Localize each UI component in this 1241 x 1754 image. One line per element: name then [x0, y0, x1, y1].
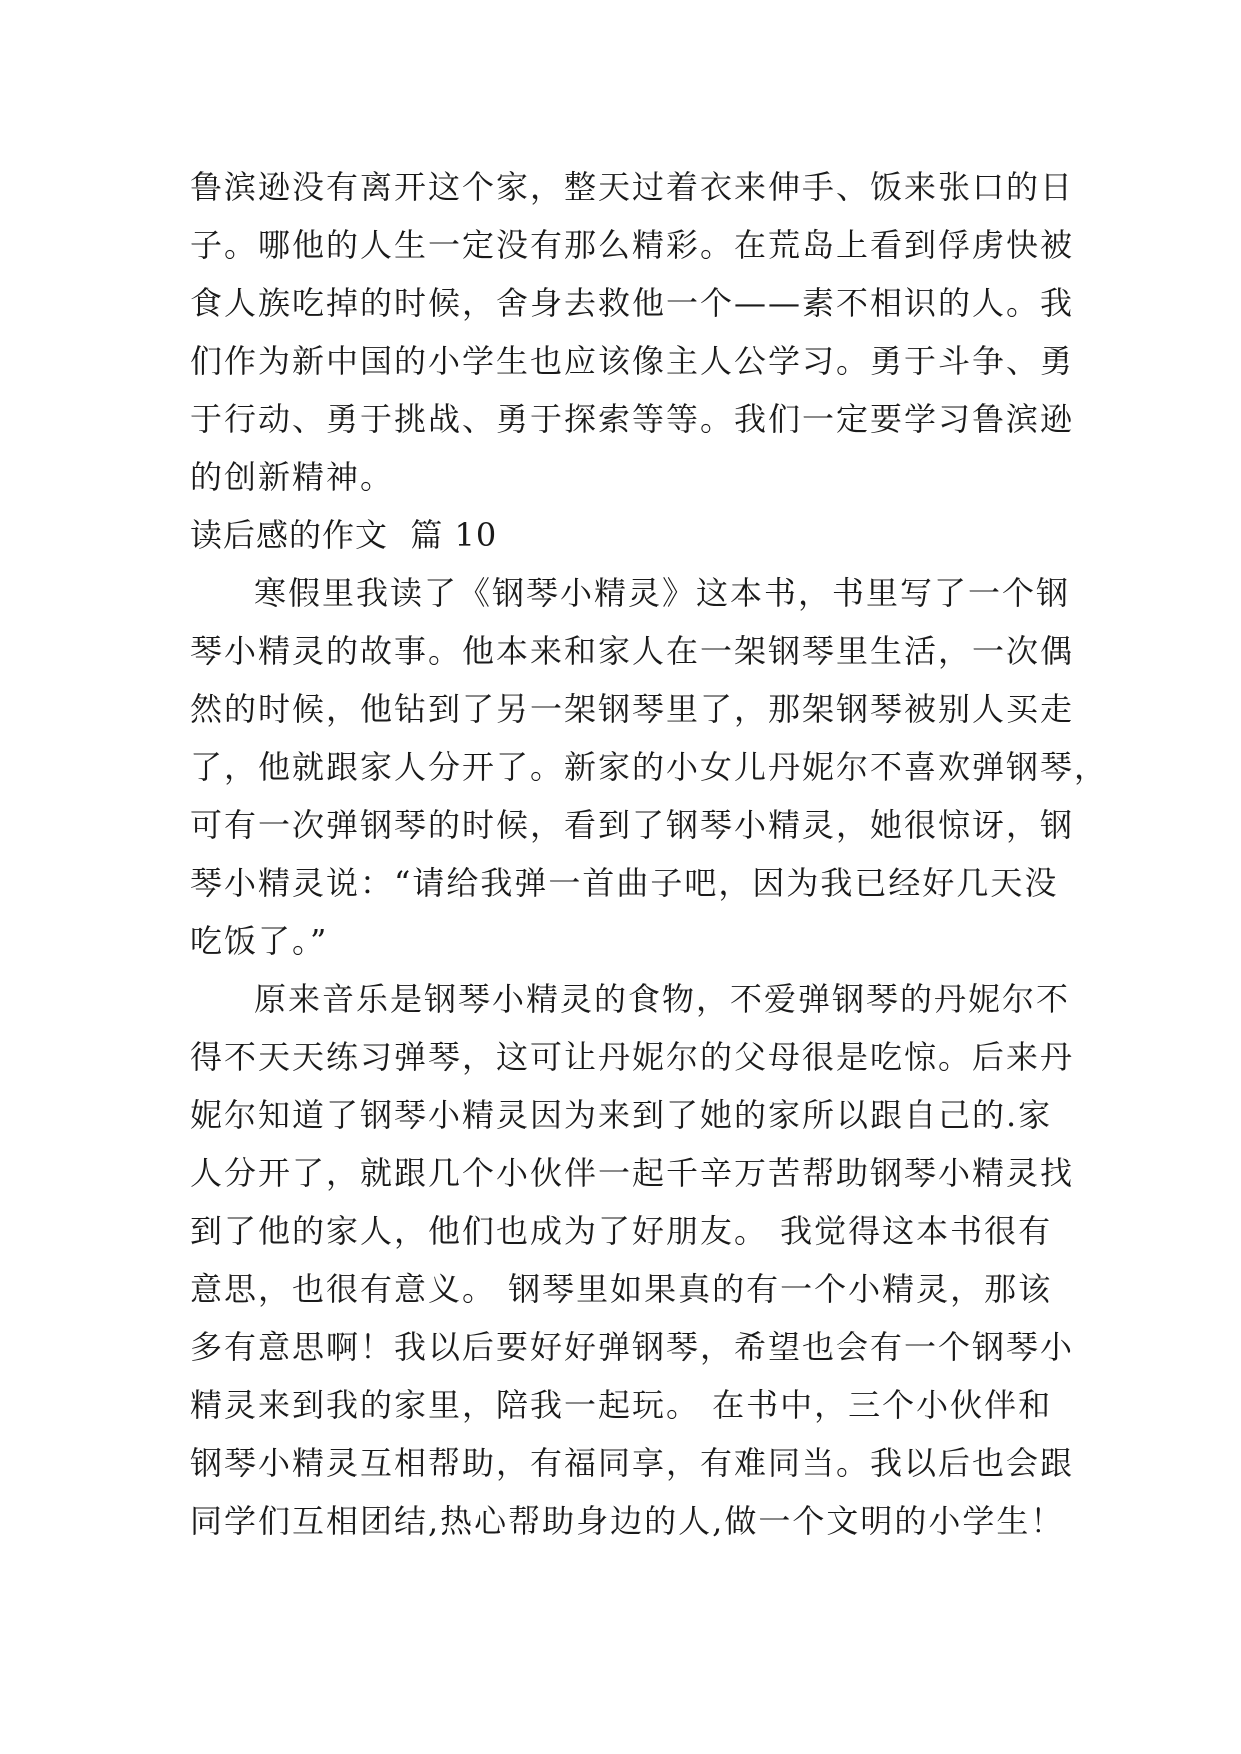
text-line: 们作为新中国的小学生也应该像主人公学习。勇于斗争、勇	[190, 342, 1075, 380]
text-line: 了，他就跟家人分开了。新家的小女儿丹妮尔不喜欢弹钢琴，	[190, 748, 1109, 786]
text-line: 食人族吃掉的时候，舍身去救他一个——素不相识的人。我	[190, 284, 1075, 322]
text-line: 吃饭了。”	[190, 922, 329, 960]
paragraph-piano-elf-intro	[190, 564, 1109, 970]
text-line: 鲁滨逊没有离开这个家，整天过着衣来伸手、饭来张口的日	[190, 168, 1075, 206]
text-line: 意思，也很有意义。 钢琴里如果真的有一个小精灵，那该	[190, 1270, 1053, 1308]
section-heading: 读后感的作文 篇 10	[190, 516, 498, 554]
text-line: 琴小精灵的故事。他本来和家人在一架钢琴里生活，一次偶	[190, 632, 1075, 670]
text-line: 子。哪他的人生一定没有那么精彩。在荒岛上看到俘虏快被	[190, 226, 1075, 264]
text-line: 得不天天练习弹琴，这可让丹妮尔的父母很是吃惊。后来丹	[190, 1038, 1075, 1076]
text-line: 妮尔知道了钢琴小精灵因为来到了她的家所以跟自己的.家	[190, 1096, 1053, 1134]
text-line: 于行动、勇于挑战、勇于探索等等。我们一定要学习鲁滨逊	[190, 400, 1075, 438]
text-line: 寒假里我读了《钢琴小精灵》这本书，书里写了一个钢	[254, 574, 1071, 612]
text-line: 的创新精神。	[190, 458, 395, 496]
paragraph-robinson-conclusion	[190, 158, 1075, 506]
text-line: 原来音乐是钢琴小精灵的食物，不爱弹钢琴的丹妮尔不	[254, 980, 1071, 1018]
text-line: 同学们互相团结,热心帮助身边的人,做一个文明的小学生！	[190, 1502, 1065, 1540]
paragraph-piano-elf-reflection	[190, 970, 1075, 1550]
text-line: 多有意思啊！我以后要好好弹钢琴，希望也会有一个钢琴小	[190, 1328, 1075, 1366]
text-line: 到了他的家人，他们也成为了好朋友。 我觉得这本书很有	[190, 1212, 1053, 1250]
text-line: 可有一次弹钢琴的时候，看到了钢琴小精灵，她很惊讶，钢	[190, 806, 1075, 844]
text-line: 然的时候，他钻到了另一架钢琴里了，那架钢琴被别人买走	[190, 690, 1075, 728]
text-line: 人分开了，就跟几个小伙伴一起千辛万苦帮助钢琴小精灵找	[190, 1154, 1075, 1192]
text-line: 精灵来到我的家里，陪我一起玩。 在书中，三个小伙伴和	[190, 1386, 1053, 1424]
text-line: 钢琴小精灵互相帮助，有福同享，有难同当。我以后也会跟	[190, 1444, 1075, 1482]
text-line: 琴小精灵说：“请给我弹一首曲子吧，因为我已经好几天没	[190, 864, 1059, 902]
document-page	[190, 158, 1109, 1550]
